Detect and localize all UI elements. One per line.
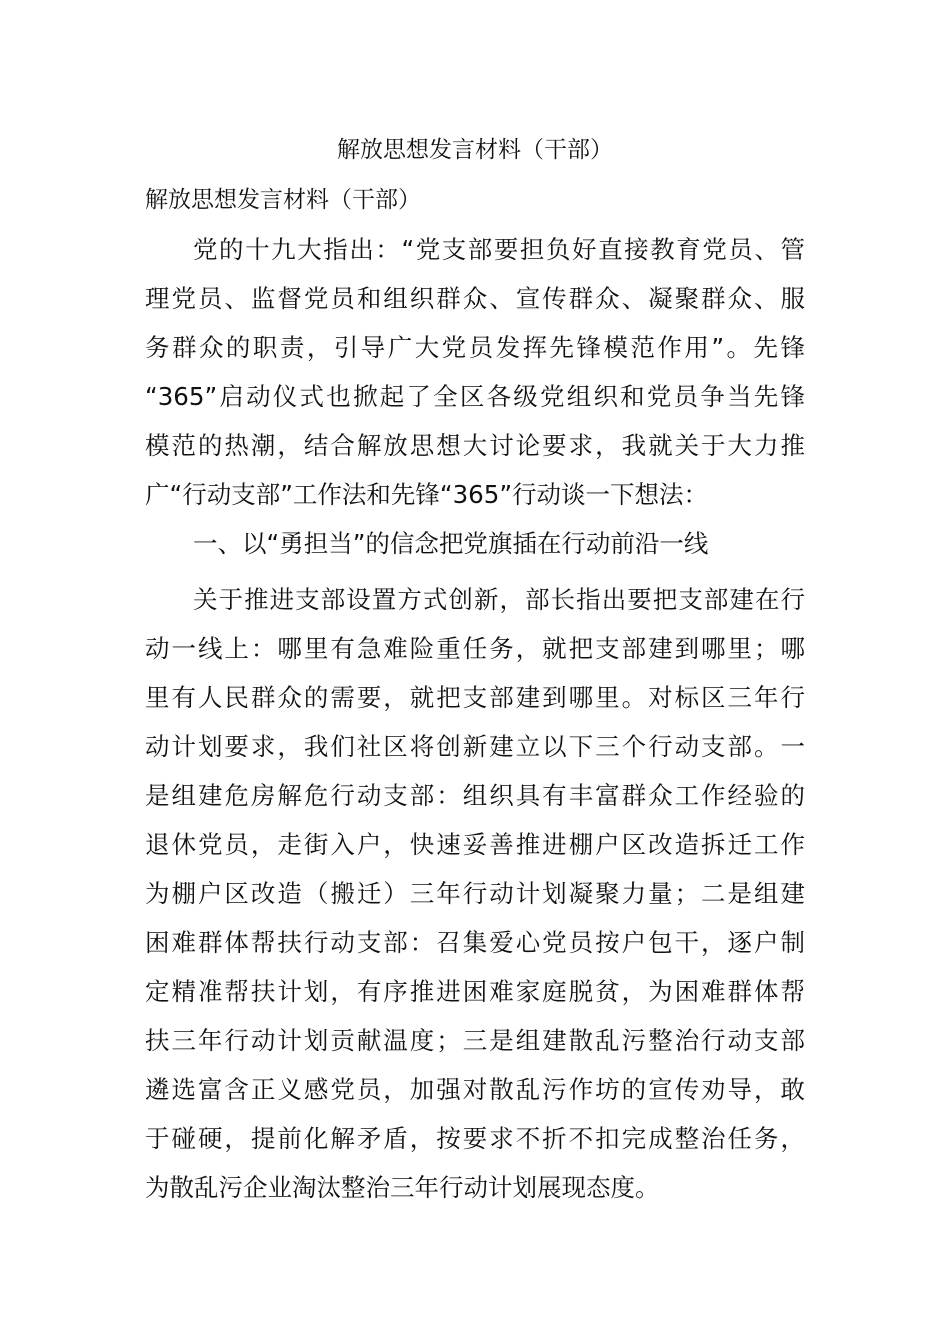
document-subtitle: 解放思想发言材料（干部） [145,187,421,213]
paragraph-2-line-9: 定精准帮扶计划，有序推进困难家庭脱贫，为困难群体帮 [145,977,805,1006]
paragraph-2-line-7: 为棚户区改造（搬迁）三年行动计划凝聚力量；二是组建 [145,879,805,908]
section-heading-1: 一、以“勇担当”的信念把党旗插在行动前沿一线 [193,529,709,558]
paragraph-2-line-1: 关于推进支部设置方式创新，部长指出要把支部建在行 [193,585,805,614]
paragraph-2-line-13: 为散乱污企业淘汰整治三年行动计划展现态度。 [145,1173,660,1202]
paragraph-1-line-2: 理党员、监督党员和组织群众、宣传群众、凝聚群众、服 [145,284,805,313]
paragraph-1-line-3: 务群众的职责，引导广大党员发挥先锋模范作用”。先锋 [145,333,805,362]
paragraph-2-line-4: 动计划要求，我们社区将创新建立以下三个行动支部。一 [145,732,805,761]
paragraph-1-line-5: 模范的热潮，结合解放思想大讨论要求，我就关于大力推 [145,431,805,460]
paragraph-1-line-1: 党的十九大指出：“党支部要担负好直接教育党员、管 [193,235,805,264]
document-title: 解放思想发言材料（干部） [337,137,613,163]
paragraph-2-line-10: 扶三年行动计划贡献温度；三是组建散乱污整治行动支部 [145,1026,805,1055]
paragraph-2-line-6: 退休党员，走街入户，快速妥善推进棚户区改造拆迁工作 [145,830,805,859]
paragraph-1-line-6: 广“行动支部”工作法和先锋“365”行动谈一下想法： [145,480,709,509]
paragraph-2-line-8: 困难群体帮扶行动支部：召集爱心党员按户包干，逐户制 [145,928,805,957]
paragraph-2-line-11: 遴选富含正义感党员，加强对散乱污作坊的宣传劝导，敢 [145,1075,805,1104]
paragraph-2-line-12: 于碰硬，提前化解矛盾，按要求不折不扣完成整治任务， [145,1124,805,1153]
paragraph-2-line-5: 是组建危房解危行动支部：组织具有丰富群众工作经验的 [145,781,805,810]
paragraph-2-line-2: 动一线上：哪里有急难险重任务，就把支部建到哪里；哪 [145,634,805,663]
paragraph-1-line-4: “365”启动仪式也掀起了全区各级党组织和党员争当先锋 [145,382,805,411]
paragraph-2-line-3: 里有人民群众的需要，就把支部建到哪里。对标区三年行 [145,683,805,712]
